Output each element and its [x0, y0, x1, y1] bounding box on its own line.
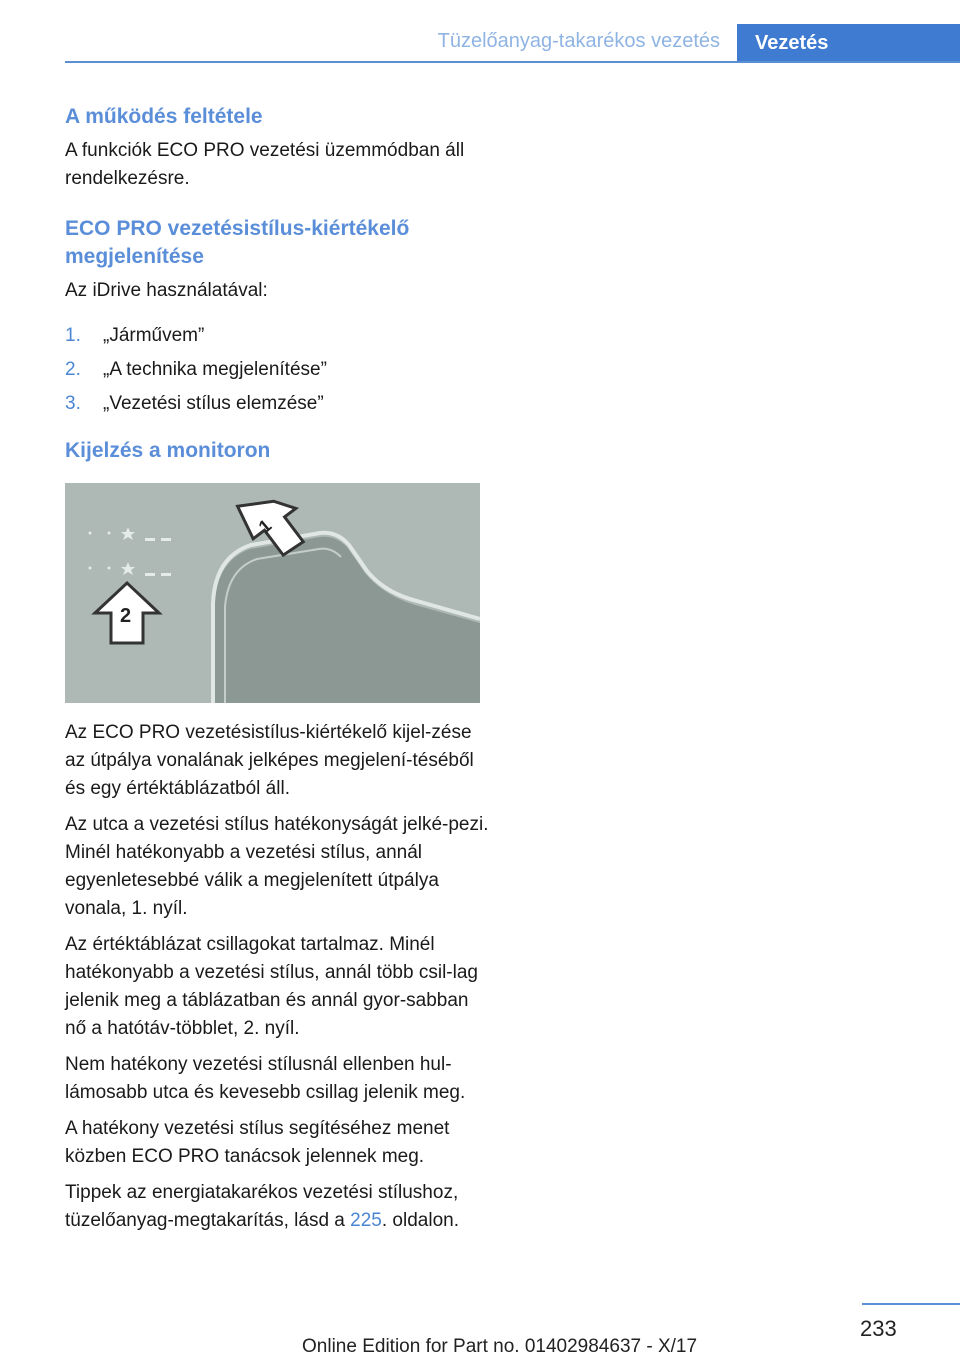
section-title-monitor: Kijelzés a monitoron [65, 439, 271, 462]
page-number: 233 [860, 1316, 897, 1341]
paragraph-road-meaning: Az utca a vezetési stílus hatékonyságát jelké-pezi. Minél hatékonyabb a vezetési stílus, annál egyenletesebbé válik a megjelenített útpálya vonala, 1. nyíl. [65, 814, 489, 919]
paragraph-eco-tips: A hatékony vezetési stílus segítéséhez menet közben ECO PRO tanácsok jelennek meg. [65, 1118, 450, 1167]
main-content [65, 103, 490, 1243]
list-item [65, 319, 490, 353]
reference-text: Tippek az energiatakarékos vezetési stílushoz, tüzelőanyag-megtakarítás, lásd a [65, 1182, 459, 1231]
arrow-2-label: 2 [120, 605, 132, 627]
paragraph-inefficient: Nem hatékony vezetési stílusnál ellenben hul-lámosabb utca és kevesebb csillag jelenik meg. [65, 1054, 466, 1103]
paragraph-rating-table: Az értéktáblázat csillagokat tartalmaz. Minél hatékonyabb a vezetési stílus, annál több csil-lag jelenik meg a táblázatban és annál gyor-sabban nő a hatótáv-többlet, 2. nyíl. [65, 934, 478, 1039]
step-text: „Vezetési stílus elemzése” [103, 393, 324, 414]
step-text: „A technika megjelenítése” [103, 359, 327, 380]
arrow-1-label: 1 [254, 515, 276, 538]
requirements-text: A funkciók ECO PRO vezetési üzemmódban áll rendelkezésre. [65, 140, 465, 189]
step-number: 3. [65, 393, 81, 414]
reference-suffix: . oldalon. [381, 1210, 459, 1231]
list-item [65, 353, 490, 387]
step-number: 2. [65, 359, 81, 380]
section-title-eco-pro-display: ECO PRO vezetésistílus-kiértékelő megjelenítése [65, 217, 410, 268]
eco-pro-display-illustration [65, 483, 480, 703]
paragraph-fuel-saving-reference [65, 1179, 490, 1235]
step-text: „Járművem” [103, 325, 205, 346]
chapter-tab[interactable]: Vezetés [737, 24, 960, 62]
idrive-intro: Az iDrive használatával: [65, 280, 268, 301]
section-title-requirements: A működés feltétele [65, 105, 263, 128]
list-item [65, 387, 490, 421]
footer-edition: Online Edition for Part no. 01402984637 - X/17 [302, 1336, 698, 1357]
page-link-225[interactable]: 225 [350, 1210, 382, 1231]
steps-list [65, 319, 490, 421]
eco-pro-display-figure [65, 483, 480, 703]
header-section-title: Tüzelőanyag-takarékos vezetés [437, 30, 720, 52]
footer-divider [862, 1303, 960, 1305]
paragraph-display-description: Az ECO PRO vezetésistílus-kiértékelő kijel-zése az útpálya vonalának jelképes megjelení-téséből és egy értéktáblázatból áll. [65, 722, 474, 799]
step-number: 1. [65, 325, 81, 346]
header-divider [65, 61, 960, 63]
